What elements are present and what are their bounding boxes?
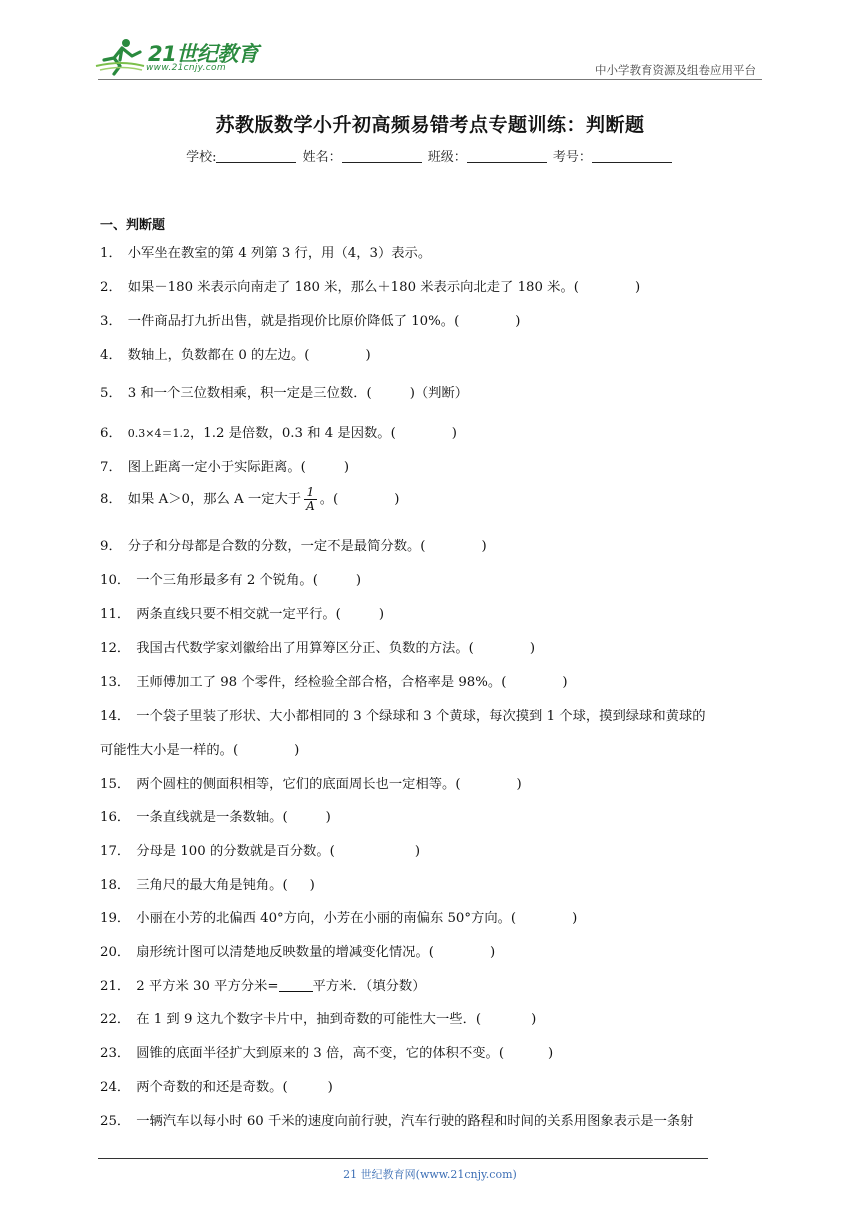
- school-label: 学校:: [186, 150, 217, 165]
- question-21: 21． 2 平方米 30 平方分米= 平方米．（填分数）: [100, 979, 426, 994]
- equation-text: 0.3×4＝1.2: [127, 427, 190, 440]
- question-3: 3． 一件商品打九折出售，就是指现价比原价降低了 10%。( ): [100, 314, 521, 329]
- exam-number-blank: [592, 150, 672, 163]
- question-10: 10． 一个三角形最多有 2 个锐角。( ): [100, 573, 362, 588]
- class-label: 班级：: [427, 150, 467, 165]
- question-23: 23． 圆锥的底面半径扩大到原来的 3 倍，高不变，它的体积不变。( ): [100, 1046, 554, 1061]
- footer-text: 21 世纪教育网(www.21cnjy.com): [343, 1168, 517, 1181]
- question-12: 12． 我国古代数学家刘徽给出了用算筹区分正、负数的方法。( ): [100, 641, 536, 656]
- question-13: 13． 王师傅加工了 98 个零件，经检验全部合格，合格率是 98%。( ): [100, 675, 568, 690]
- section-title: 一、判断题: [100, 218, 166, 233]
- header-divider: [98, 79, 762, 80]
- class-blank: [467, 150, 547, 163]
- school-blank: [216, 150, 296, 163]
- question-16: 16． 一条直线就是一条数轴。( ): [100, 810, 331, 825]
- name-label: 姓名：: [302, 150, 342, 165]
- question-2: 2． 如果－180 米表示向南走了 180 米，那么＋180 米表示向北走了 180 米。( ): [100, 280, 641, 295]
- question-14: 14． 一个袋子里装了形状、大小都相同的 3 个绿球和 3 个黄球，每次摸到 1 个球，摸到绿球和黄球的: [100, 709, 706, 724]
- question-6: 6． 0.3×4＝1.2，1.2 是倍数，0.3 和 4 是因数。( ): [100, 426, 457, 441]
- footer-divider: [98, 1158, 708, 1159]
- logo-url: www.21cnjy.com: [146, 63, 226, 73]
- question-20: 20． 扇形统计图可以清楚地反映数量的增减变化情况。( ): [100, 945, 496, 960]
- question-15: 15． 两个圆柱的侧面积相等，它们的底面周长也一定相等。( ): [100, 777, 522, 792]
- question-22: 22． 在 1 到 9 这九个数字卡片中，抽到奇数的可能性大一些．( ): [100, 1012, 537, 1027]
- student-info-line: [0, 146, 860, 165]
- question-4: 4． 数轴上，负数都在 0 的左边。( ): [100, 348, 371, 363]
- question-11: 11． 两条直线只要不相交就一定平行。( ): [100, 607, 385, 622]
- exam-number-label: 考号：: [552, 150, 592, 165]
- question-7: 7． 图上距离一定小于实际距离。( ): [100, 460, 350, 475]
- question-5: 5． 3 和一个三位数相乘，积一定是三位数．( )（判断）: [100, 386, 469, 401]
- page-title: 苏教版数学小升初高频易错考点专题训练：判断题: [215, 114, 645, 136]
- question-14-continued: 可能性大小是一样的。( ): [100, 743, 300, 758]
- platform-name: 中小学教育资源及组卷应用平台: [595, 63, 756, 77]
- question-19: 19． 小丽在小芳的北偏西 40°方向，小芳在小丽的南偏东 50°方向。( ): [100, 911, 578, 926]
- question-9: 9． 分子和分母都是合数的分数，一定不是最简分数。( ): [100, 539, 487, 554]
- question-25: 25． 一辆汽车以每小时 60 千米的速度向前行驶，汽车行驶的路程和时间的关系用图象表示是一条射: [100, 1114, 694, 1129]
- name-blank: [342, 150, 422, 163]
- logo-text: 21世纪教育: [148, 42, 259, 66]
- answer-blank: [279, 979, 313, 992]
- question-17: 17． 分母是 100 的分数就是百分数。( ): [100, 844, 421, 859]
- question-8: 8． 如果 A＞0，那么 A 一定大于 $\frac{1}{A}$ 。( ): [100, 485, 400, 513]
- question-18: 18． 三角尺的最大角是钝角。( ): [100, 878, 315, 893]
- question-24: 24． 两个奇数的和还是奇数。( ): [100, 1080, 333, 1095]
- question-1: 1． 小军坐在教室的第 4 列第 3 行，用（4，3）表示。: [100, 246, 432, 261]
- fraction: $\frac{1}{A}$: [306, 485, 315, 513]
